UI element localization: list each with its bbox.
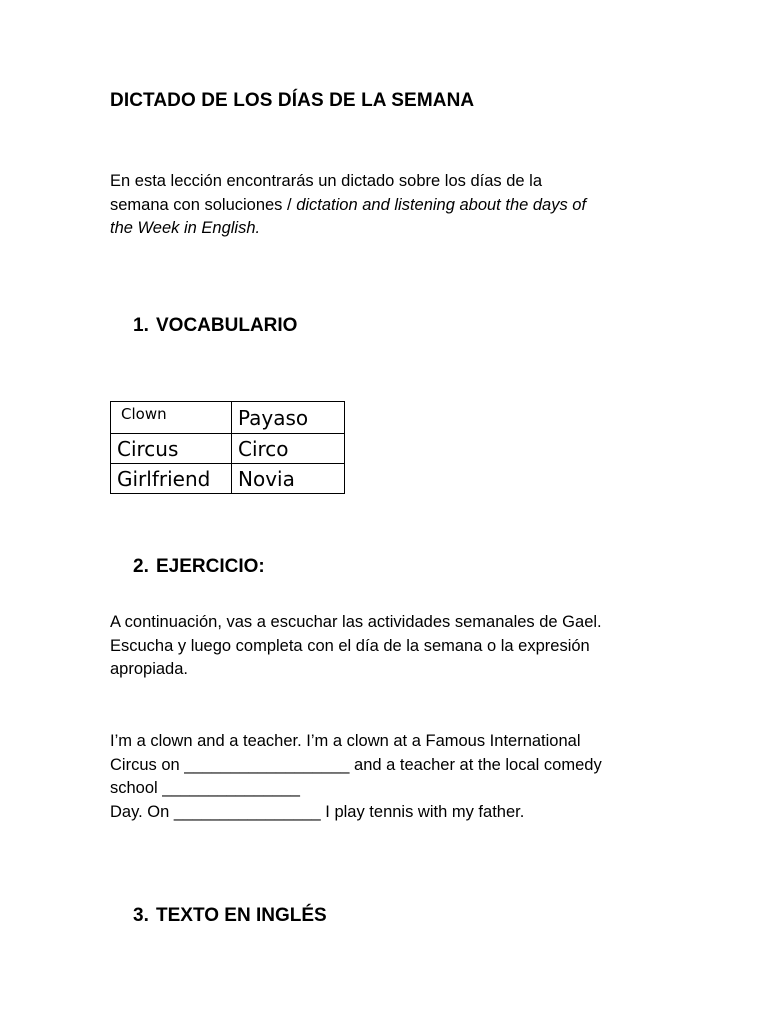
exercise-text-line: I’m a clown and a teacher. I’m a clown at a Famous International <box>110 732 581 750</box>
exercise-text <box>110 730 690 824</box>
table-row <box>111 464 345 494</box>
vocab-spanish-cell: Payaso <box>232 402 345 434</box>
intro-line-3-italic: the Week in English. <box>110 219 261 237</box>
exercise-text-line: Day. On ________________ I play tennis with my father. <box>110 802 525 821</box>
section-title: VOCABULARIO <box>156 315 298 336</box>
section-title: TEXTO EN INGLÉS <box>156 905 327 926</box>
intro-line-2 <box>110 194 690 218</box>
section-number: 2. <box>133 556 149 577</box>
section-title: EJERCICIO: <box>156 556 265 577</box>
table-row <box>111 434 345 464</box>
table-row <box>111 402 345 434</box>
instructions-line: Escucha y luego completa con el día de la semana o la expresión <box>110 636 590 655</box>
section-heading-vocabulario <box>133 315 297 337</box>
vocabulary-table <box>110 401 345 494</box>
exercise-instructions <box>110 611 690 682</box>
vocab-english-cell: Circus <box>111 434 232 464</box>
section-heading-texto-en-ingles <box>133 905 327 927</box>
intro-line-2-plain: semana con soluciones / <box>110 195 297 214</box>
intro-line-2-italic: dictation and listening about the days of <box>296 195 587 214</box>
intro-paragraph <box>110 170 690 241</box>
vocab-spanish-cell: Circo <box>232 434 345 464</box>
section-number: 3. <box>133 905 149 926</box>
vocab-english-cell: Clown <box>111 402 232 434</box>
section-number: 1. <box>133 315 149 336</box>
vocab-spanish-cell: Novia <box>232 464 345 494</box>
vocab-english-cell: Girlfriend <box>111 464 232 494</box>
exercise-text-line: school _______________ <box>110 779 300 797</box>
intro-line-1: En esta lección encontrarás un dictado sobre los días de la <box>110 172 543 190</box>
instructions-line: A continuación, vas a escuchar las actividades semanales de Gael. <box>110 613 602 631</box>
document-title: DICTADO DE LOS DÍAS DE LA SEMANA <box>110 90 475 111</box>
section-heading-ejercicio <box>133 556 265 578</box>
exercise-text-line: Circus on __________________ and a teacher at the local comedy <box>110 755 602 774</box>
instructions-line: apropiada. <box>110 660 188 678</box>
